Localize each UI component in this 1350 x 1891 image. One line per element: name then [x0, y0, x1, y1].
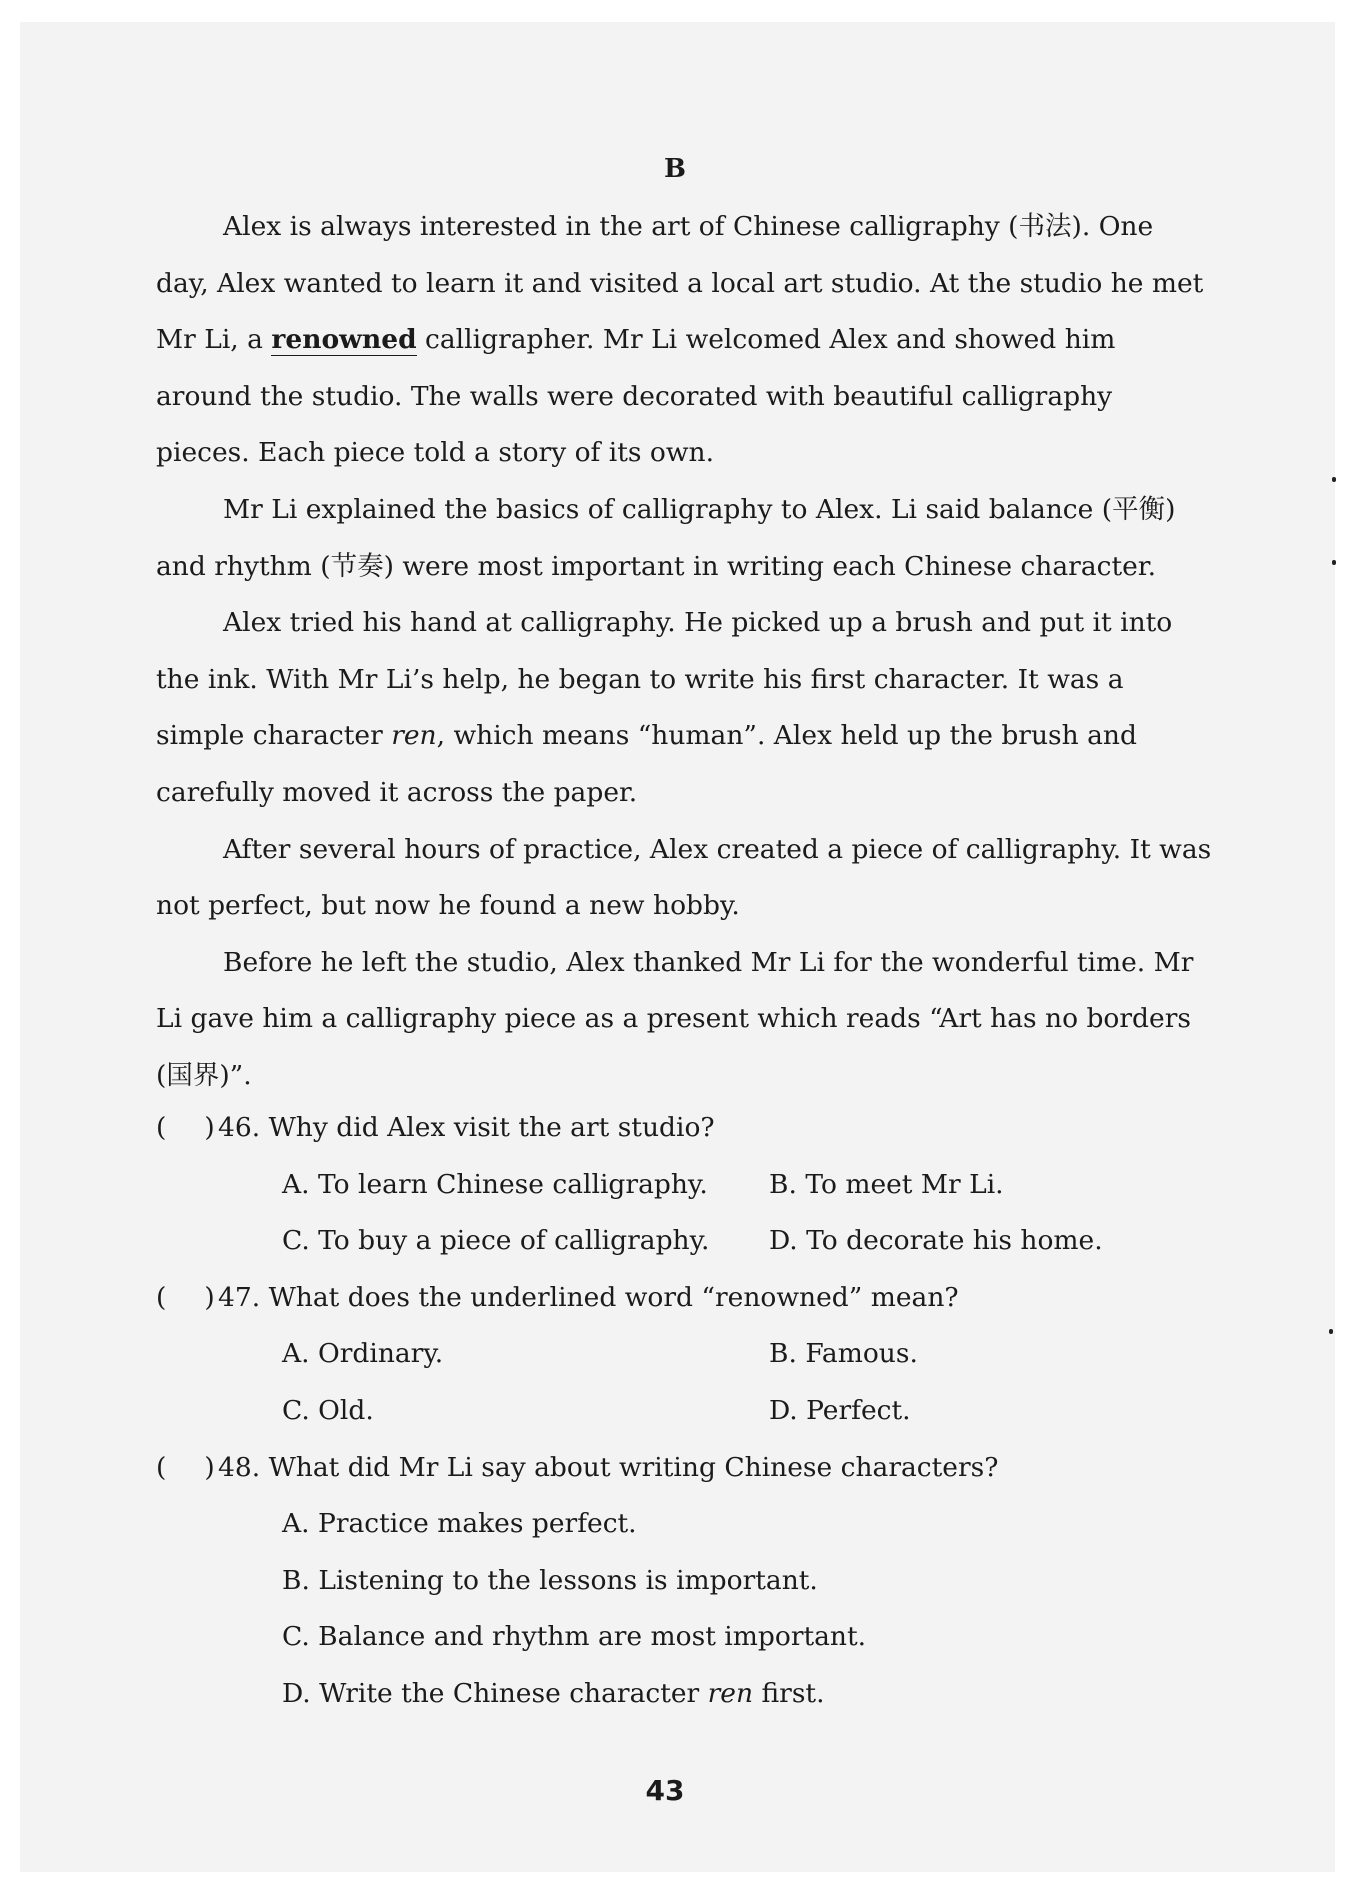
answer-bracket[interactable]: ( )	[156, 1451, 215, 1483]
option-d: D. Write the Chinese character ren first.	[282, 1677, 825, 1709]
option-b: B. To meet Mr Li.	[769, 1168, 1004, 1200]
question-stem: 48. What did Mr Li say about writing Chinese characters?	[218, 1451, 999, 1483]
paragraph-2: Mr Li explained the basics of calligraphy to Alex. Li said balance (平衡) and rhythm (节奏) were most important in writing each Chinese character.	[156, 493, 1176, 582]
paragraph-3: Alex tried his hand at calligraphy. He picked up a brush and put it into the ink. With Mr Li’s help, he began to write his first character. It was a simple character ren, which means “human”. Alex held up the brush and carefully moved it across the paper.	[156, 607, 1173, 808]
option-a: A. Ordinary.	[282, 1338, 444, 1370]
answer-bracket[interactable]: ( )	[156, 1112, 215, 1143]
paragraph-1: Alex is always interested in the art of Chinese calligraphy (书法). One day, Alex wanted to learn it and visited a local art studio. At the studio he met Mr Li, a renowned calligrapher. Mr Li welcomed Alex and showed him around the studio. The walls were decorated with beautiful calligraphy pieces. Each piece told a story of its own.	[156, 211, 1204, 469]
paragraph-5: Before he left the studio, Alex thanked Mr Li for the wonderful time. Mr Li gave him a calligraphy piece as a present which reads “Art has no borders (国界)”.	[156, 946, 1194, 1091]
option-c: C. Old.	[282, 1394, 374, 1426]
option-b: B. Famous.	[769, 1338, 918, 1370]
page-number: 43	[645, 1774, 685, 1807]
section-heading: B	[664, 154, 686, 184]
scan-mark	[1332, 477, 1336, 482]
underlined-word: renowned	[271, 324, 417, 356]
question-stem: 46. Why did Alex visit the art studio?	[218, 1112, 715, 1143]
scan-mark	[1329, 1329, 1333, 1334]
option-a: A. Practice makes perfect.	[282, 1508, 637, 1540]
question-46	[156, 1100, 1256, 1157]
questions	[156, 1100, 1256, 1723]
reading-passage	[156, 199, 1212, 1105]
answer-bracket[interactable]: ( )	[156, 1281, 215, 1313]
option-d: D. Perfect.	[769, 1394, 911, 1426]
option-b: B. Listening to the lessons is important.	[282, 1564, 818, 1596]
option-c: C. To buy a piece of calligraphy.	[282, 1225, 710, 1257]
option-c: C. Balance and rhythm are most important.	[282, 1621, 867, 1653]
question-48	[156, 1440, 1256, 1497]
option-a: A. To learn Chinese calligraphy.	[282, 1168, 708, 1200]
paragraph-4: After several hours of practice, Alex created a piece of calligraphy. It was not perfect, but now he found a new hobby.	[156, 833, 1212, 922]
question-47	[156, 1270, 1256, 1327]
question-stem: 47. What does the underlined word “renowned” mean?	[218, 1281, 959, 1313]
option-d: D. To decorate his home.	[769, 1225, 1103, 1257]
scan-mark	[1332, 560, 1336, 565]
